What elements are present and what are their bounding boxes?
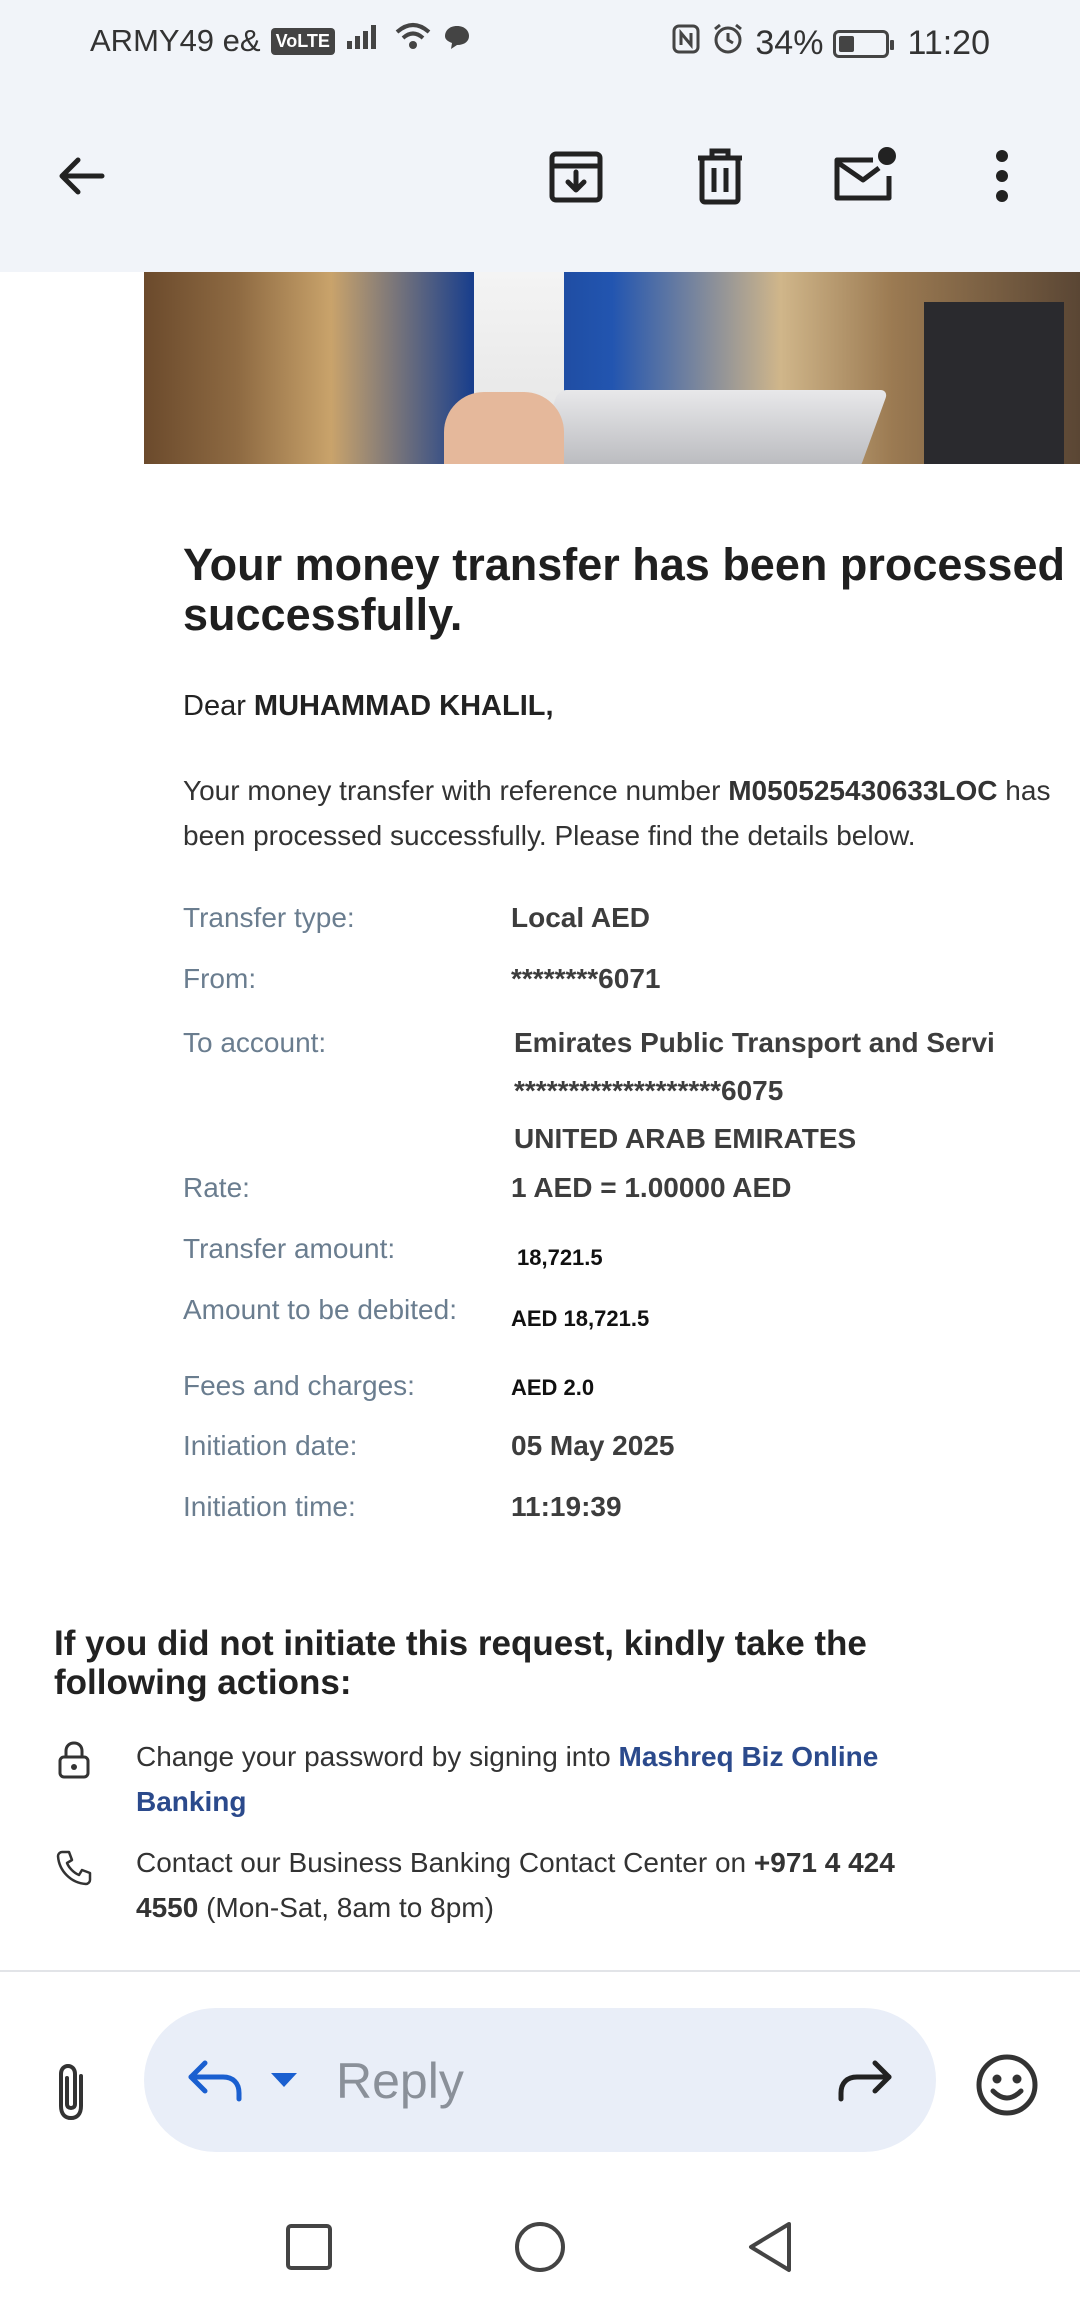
clock: 11:20 <box>907 24 990 62</box>
status-left <box>90 22 471 60</box>
status-bar <box>0 0 1080 84</box>
nfc-icon <box>671 23 701 64</box>
online-banking-link[interactable]: Mashreq Biz Online Banking <box>136 1741 879 1817</box>
system-nav-bar <box>0 2182 1080 2312</box>
mark-unread-button[interactable] <box>824 136 904 216</box>
fees-label: Fees and charges: <box>183 1370 415 1401</box>
square-icon <box>284 2222 334 2272</box>
battery-percent: 34% <box>755 24 824 62</box>
circle-icon <box>513 2220 567 2274</box>
reply-icon <box>185 2055 245 2105</box>
rate-label: Rate: <box>183 1172 250 1203</box>
transfer-amount-value: 18,721.5 <box>517 1245 603 1270</box>
volte-badge: VoLTE <box>271 28 335 55</box>
warning-title: If you did not initiate this request, kindly take the following actions: <box>54 1624 867 1702</box>
reference-number: M050525430633LOC <box>728 775 998 806</box>
rate-value: 1 AED = 1.00000 AED <box>511 1172 792 1203</box>
banner-image <box>144 272 1080 464</box>
initiation-date-label: Initiation date: <box>183 1430 358 1461</box>
chat-notification-icon <box>443 23 471 59</box>
reply-bar <box>0 1972 1080 2182</box>
intro-line-2: been processed successfully. Please find the details below. <box>183 820 916 851</box>
intro-line-1: Your money transfer with reference number M050525430633LOC has <box>183 775 1051 806</box>
change-password-action: Change your password by signing into Mashreq Biz Online Banking <box>136 1741 879 1817</box>
reply-button[interactable] <box>180 2048 250 2112</box>
intro-paragraph <box>183 768 1080 858</box>
email-toolbar <box>0 84 1080 272</box>
archive-icon <box>546 146 606 206</box>
emoji-button[interactable] <box>970 2048 1044 2122</box>
wifi-icon <box>393 22 433 60</box>
customer-name: MUHAMMAD KHALIL, <box>253 690 554 722</box>
email-body[interactable] <box>0 272 1080 1972</box>
forward-button[interactable] <box>830 2048 900 2112</box>
to-account-label: To account: <box>183 1027 327 1058</box>
smiley-icon <box>975 2053 1039 2117</box>
from-label: From: <box>183 963 257 994</box>
archive-button[interactable] <box>536 136 616 216</box>
email-title: Your money transfer has been processed successfully. <box>183 539 1065 640</box>
home-button[interactable] <box>505 2212 575 2282</box>
greeting-prefix: Dear <box>183 690 254 722</box>
paperclip-icon <box>51 2060 91 2124</box>
nav-back-button[interactable] <box>736 2212 806 2282</box>
delete-button[interactable] <box>680 136 760 216</box>
contact-phone-number[interactable]: +971 4 424 4550 <box>136 1847 895 1923</box>
recents-button[interactable] <box>274 2212 344 2282</box>
attach-button[interactable] <box>36 2052 106 2132</box>
transfer-amount-label: Transfer amount: <box>183 1233 396 1264</box>
arrow-left-icon <box>54 148 110 204</box>
status-right <box>671 22 990 65</box>
mail-unread-icon <box>831 146 897 206</box>
phone-icon <box>52 1846 96 1890</box>
greeting <box>183 690 554 723</box>
back-button[interactable] <box>42 136 122 216</box>
battery-icon <box>833 30 889 58</box>
initiation-time-value: 11:19:39 <box>511 1491 622 1522</box>
trash-icon <box>692 146 748 206</box>
fees-value: AED 2.0 <box>511 1375 595 1400</box>
battery-fill <box>839 36 854 52</box>
more-vert-icon <box>992 148 1012 204</box>
transfer-type-value: Local AED <box>511 902 650 933</box>
signal-icon <box>345 23 383 59</box>
to-account-country: UNITED ARAB EMIRATES <box>514 1123 857 1154</box>
carrier-label: ARMY49 e& <box>90 23 261 58</box>
from-value: ********6071 <box>511 963 661 994</box>
alarm-icon <box>711 22 745 65</box>
initiation-date-value: 05 May 2025 <box>511 1430 675 1461</box>
transfer-type-label: Transfer type: <box>183 902 355 933</box>
forward-icon <box>835 2055 895 2105</box>
lock-icon <box>52 1738 96 1782</box>
contact-center-action: Contact our Business Banking Contact Center on +971 4 424 4550 (Mon-Sat, 8am to 8pm) <box>136 1847 895 1923</box>
to-account-number: *******************6075 <box>514 1075 784 1106</box>
to-account-name: Emirates Public Transport and Servi <box>514 1027 995 1058</box>
debited-amount-value: AED 18,721.5 <box>511 1306 650 1331</box>
caret-down-icon <box>269 2071 299 2089</box>
triangle-back-icon <box>745 2220 797 2274</box>
reply-options-dropdown[interactable] <box>266 2062 302 2098</box>
reply-field[interactable] <box>144 2008 936 2152</box>
debited-amount-label: Amount to be debited: <box>183 1294 457 1325</box>
reply-placeholder: Reply <box>336 2053 464 2109</box>
more-options-button[interactable] <box>962 136 1042 216</box>
initiation-time-label: Initiation time: <box>183 1491 356 1522</box>
